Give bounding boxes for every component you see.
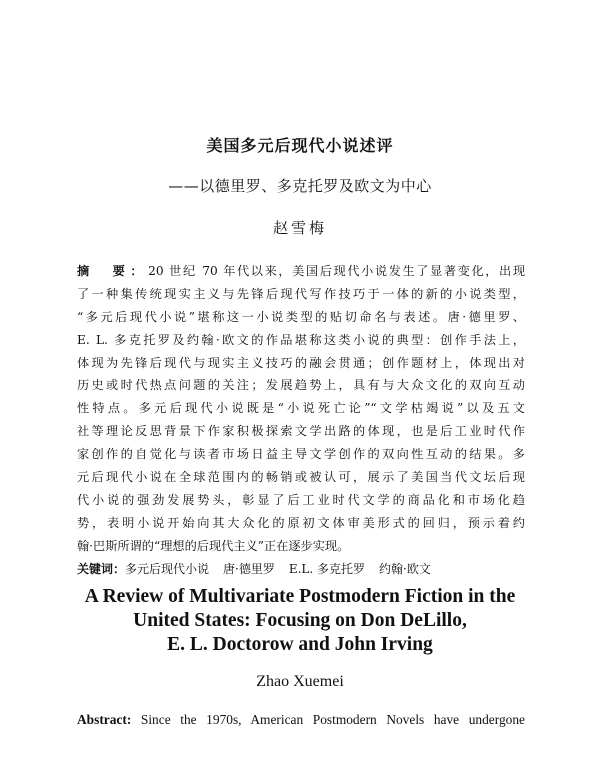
english-abstract-text: Since the 1970s, American Postmodern Novels have undergone	[140, 712, 525, 727]
chinese-author: 赵雪梅	[272, 219, 327, 237]
chinese-subtitle: ——以德里罗、多克托罗及欧文为中心	[168, 177, 432, 195]
english-title-line: E. L. Doctorow and John Irving	[167, 634, 433, 655]
abstract-line: 代小说的强劲发展势头，彰显了后工业时代文学的商品化和市场化趋	[77, 492, 525, 507]
chinese-title: 美国多元后现代小说述评	[206, 136, 394, 155]
english-author: Zhao Xuemei	[256, 673, 344, 690]
chinese-abstract	[77, 260, 525, 580]
abstract-line: 性特点。多元后现代小说既是“小说死亡论”“文学枯竭说”以及五文	[77, 401, 525, 416]
abstract-line: E. L. 多克托罗及约翰·欧文的作品堪称这类小说的典型：创作手法上，	[77, 332, 525, 347]
keyword: 约翰·欧文	[379, 561, 431, 576]
abstract-line: 了一种集传统现实主义与先锋后现代写作技巧于一体的新的小说类型，	[77, 286, 525, 301]
abstract-line: 家创作的自觉化与读者市场日益主导文学创作的双向性互动的结果。多	[77, 447, 525, 462]
english-title-line: United States: Focusing on Don DeLillo,	[133, 610, 467, 631]
english-abstract-label: Abstract:	[77, 712, 132, 727]
abstract-line: “多元后现代小说”堪称这一小说类型的贴切命名与表述。唐·德里罗、	[77, 309, 525, 324]
abstract-line: 历史或时代热点问题的关注；发展趋势上，具有与大众文化的双向互动	[77, 378, 525, 393]
keywords-label: 关键词：	[77, 561, 126, 576]
abstract-text: 20 世纪 70 年代以来，美国后现代小说发生了显著变化，出现	[148, 264, 525, 278]
abstract-line: 翰·巴斯所谓的“理想的后现代主义”正在逐步实现。	[77, 538, 350, 553]
english-title-line: A Review of Multivariate Postmodern Fiction in the	[84, 586, 516, 607]
abstract-line: 势，表明小说开始向其大众化的原初文体审美形式的回归，预示着约	[77, 515, 525, 530]
keyword: E.L. 多克托罗	[288, 561, 366, 576]
abstract-line: 社等理论反思背景下作家积极探索文学出路的体现，也是后工业时代作	[77, 424, 525, 439]
abstract-line: 元后现代小说在全球范围内的畅销或被认可，展示了美国当代文坛后现	[77, 470, 525, 485]
keyword: 多元后现代小说	[125, 561, 210, 576]
abstract-label: 摘 要：	[77, 264, 149, 278]
keywords-line	[77, 558, 525, 581]
abstract-line	[77, 260, 525, 283]
keyword: 唐·德里罗	[223, 561, 275, 576]
abstract-line: 体现为先锋后现代与现实主义技巧的融会贯通；创作题材上，体现出对	[77, 355, 525, 370]
english-abstract	[77, 712, 525, 728]
english-title	[0, 585, 600, 657]
